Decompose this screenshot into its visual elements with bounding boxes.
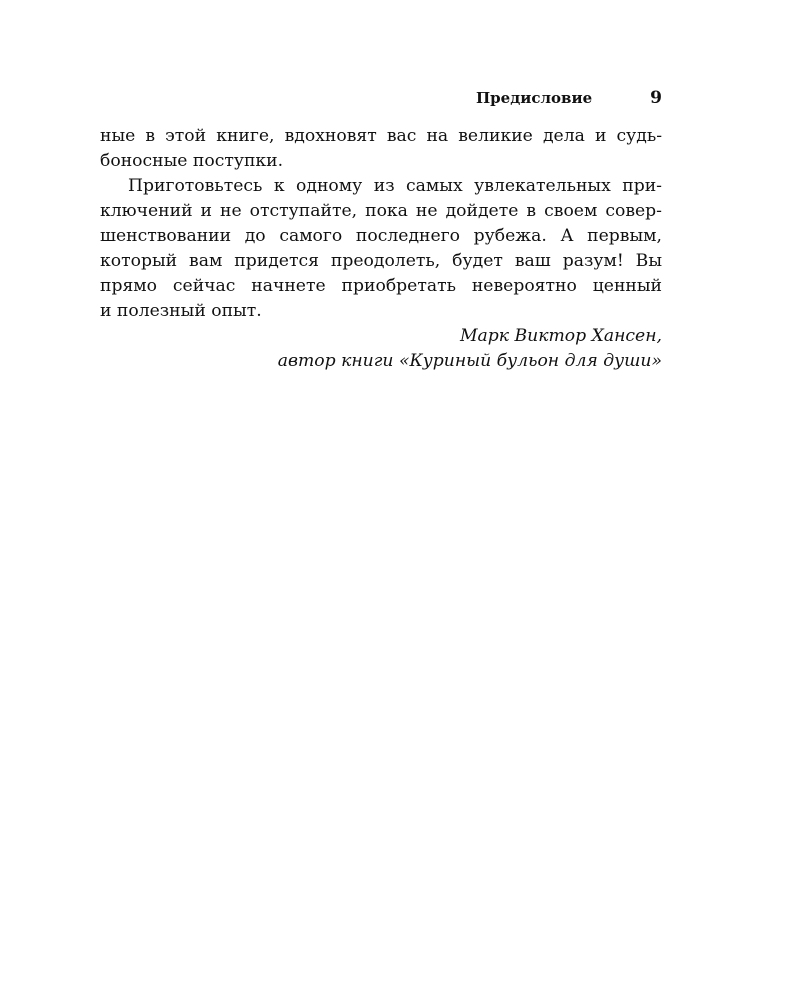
signature-author: Марк Виктор Хансен, xyxy=(459,326,662,346)
signature xyxy=(100,324,662,374)
running-header xyxy=(100,88,662,114)
text-line: прямо сейчас начнете приобретать невероятно ценный xyxy=(100,276,662,296)
text-line: который вам придется преодолеть, будет ваш разум! Вы xyxy=(100,251,662,271)
text-line: и полезный опыт. xyxy=(100,301,262,321)
page-number: 9 xyxy=(650,88,662,108)
signature-credit: автор книги «Куриный бульон для души» xyxy=(277,351,662,371)
text-line: шенствовании до самого последнего рубежа. А первым, xyxy=(100,226,662,246)
text-line: ключений и не отступайте, пока не дойдете в своем совер- xyxy=(100,201,662,221)
text-line: ные в этой книге, вдохновят вас на великие дела и судь- xyxy=(100,126,662,146)
text-line: Приготовьтесь к одному из самых увлекательных при- xyxy=(128,176,662,196)
text-line: боносные поступки. xyxy=(100,151,284,171)
body-text xyxy=(100,124,662,324)
book-page xyxy=(100,88,662,374)
section-title: Предисловие xyxy=(476,89,593,107)
